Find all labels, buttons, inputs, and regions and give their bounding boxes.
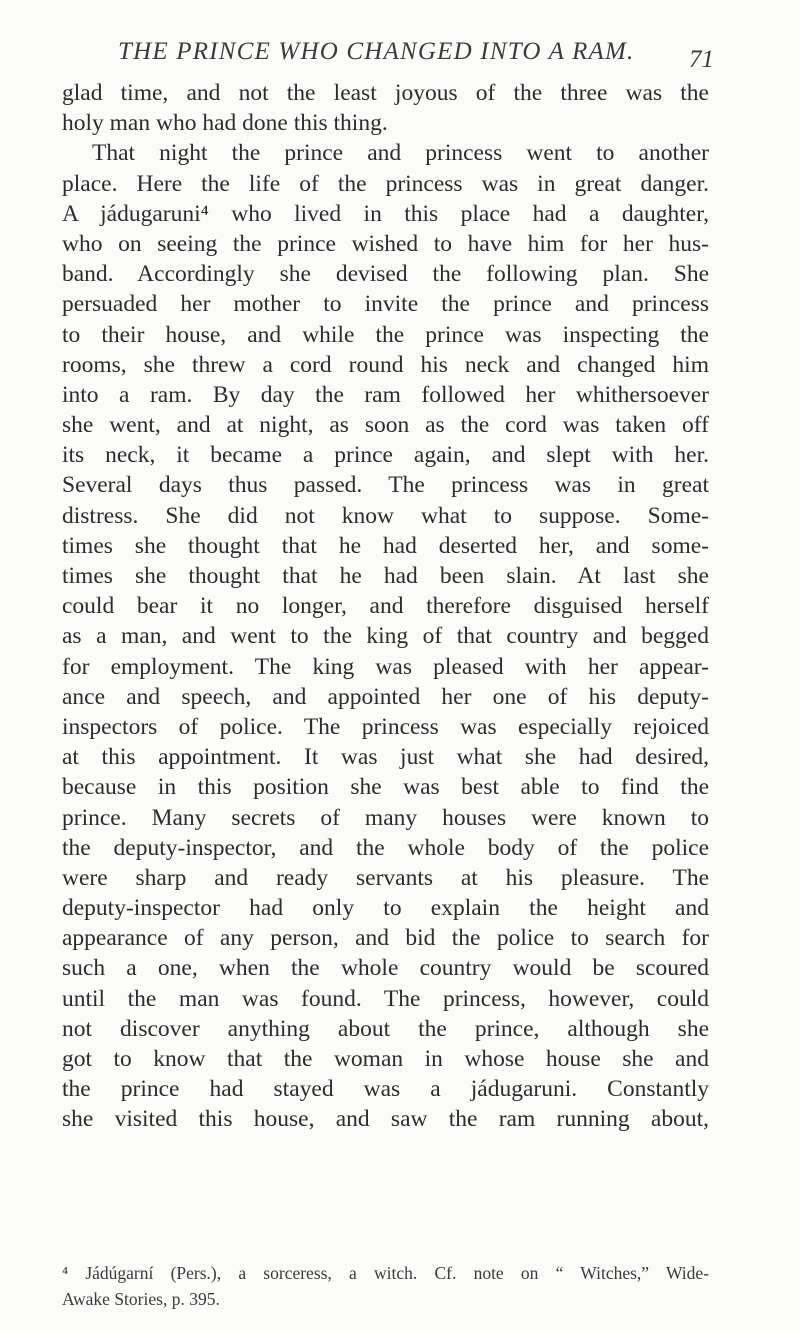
text-line: band. Accordingly she devised the following plan. She [62,261,709,288]
text-line: the deputy-inspector, and the whole body of the police [62,834,709,861]
page-number: 71 [689,46,714,73]
text-line: its neck, it became a prince again, and slept with her. [62,442,709,469]
text-line: That night the prince and princess went to another [92,140,709,167]
text-line: into a ram. By day the ram followed her whithersoever [62,381,709,408]
text-line: to their house, and while the prince was inspecting the [62,321,709,348]
text-line: rooms, she threw a cord round his neck and changed him [62,351,709,378]
text-line: such a one, when the whole country would be scoured [62,955,709,982]
body-text [62,78,709,1135]
text-line: she visited this house, and saw the ram running about, [62,1106,709,1133]
text-line: the prince had stayed was a jádugaruni. Constantly [62,1076,709,1103]
text-line: were sharp and ready servants at his pleasure. The [62,864,709,891]
text-line: place. Here the life of the princess was in great danger. [62,170,709,197]
footnote [62,1260,709,1312]
text-line: for employment. The king was pleased with her appear- [62,653,709,680]
text-line: until the man was found. The princess, however, could [62,985,709,1012]
text-line: holy man who had done this thing. [62,110,388,137]
text-line: times she thought that he had deserted her, and some- [62,532,709,559]
text-line: glad time, and not the least joyous of the three was the [62,80,709,106]
text-line: distress. She did not know what to suppose. Some- [62,502,709,529]
text-line: as a man, and went to the king of that country and begged [62,623,709,650]
text-line: persuaded her mother to invite the prince and princess [62,291,709,318]
page-header [118,32,714,73]
text-line: got to know that the woman in whose house she and [62,1046,709,1072]
text-line: could bear it no longer, and therefore disguised herself [62,593,709,620]
text-line: not discover anything about the prince, although she [62,1015,709,1042]
footnote-line: Awake Stories, p. 395. [62,1289,220,1309]
text-line: she went, and at night, as soon as the cord was taken off [62,412,709,439]
text-line: ance and speech, and appointed her one of his deputy- [62,683,709,710]
text-line: who on seeing the prince wished to have him for her hus- [62,230,709,257]
text-line: A jádugaruni⁴ who lived in this place had a daughter, [62,200,709,227]
text-line: inspectors of police. The princess was especially rejoiced [62,713,709,740]
text-line: times she thought that he had been slain. At last she [62,563,709,589]
text-line: prince. Many secrets of many houses were known to [62,804,709,831]
footnote-line: ⁴ Jádúgarní (Pers.), a sorceress, a witch. Cf. note on “ Witches,” Wide- [62,1263,709,1283]
text-line: Several days thus passed. The princess was in great [62,472,709,499]
text-line: because in this position she was best able to find the [62,774,709,801]
text-line: deputy-inspector had only to explain the height and [62,895,709,922]
running-title: THE PRINCE WHO CHANGED INTO A RAM. [118,38,635,65]
text-line: appearance of any person, and bid the police to search for [62,925,709,952]
text-line: at this appointment. It was just what she had desired, [62,744,709,771]
